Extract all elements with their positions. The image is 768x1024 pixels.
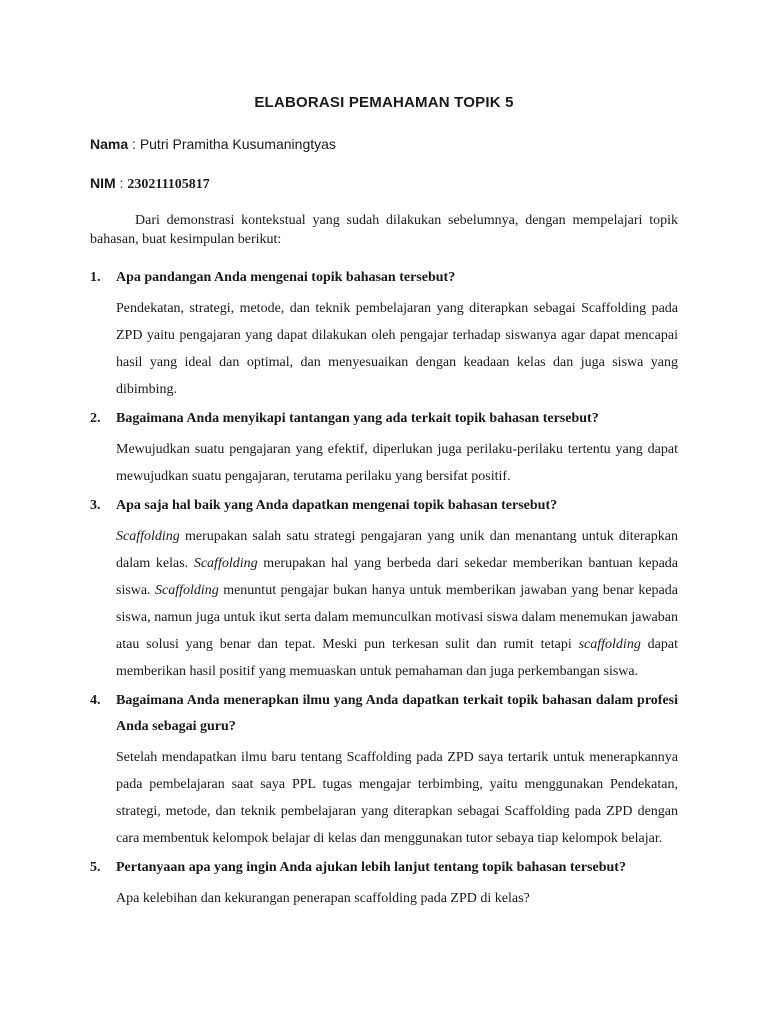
question-text: Pertanyaan apa yang ingin Anda ajukan lebih lanjut tentang topik bahasan tersebut? xyxy=(116,860,626,875)
answer-segment: merupakan hal yang berbeda dari sekedar memberikan bantuan kepada siswa. xyxy=(116,556,678,598)
answer-italic-term: Scaffolding xyxy=(155,583,219,598)
name-value: Putri Pramitha Kusumaningtyas xyxy=(139,136,336,152)
question-text: Bagaimana Anda menerapkan ilmu yang Anda dapatkan terkait topik bahasan dalam profesi Anda sebagai guru? xyxy=(116,693,678,734)
question-item-2 xyxy=(90,406,678,490)
question-number: 5. xyxy=(90,860,101,875)
answer-segment: dapat memberikan hasil positif yang memuaskan untuk pemahaman dan juga perkembangan siswa. xyxy=(116,637,678,679)
answer-italic-term: scaffolding xyxy=(578,637,641,652)
nim-label: NIM xyxy=(90,175,116,191)
question-number: 4. xyxy=(90,693,101,708)
nim-separator: : xyxy=(115,175,128,191)
intro-paragraph: Dari demonstrasi kontekstual yang sudah dilakukan sebelumnya, dengan mempelajari topik bahasan, buat kesimpulan berikut: xyxy=(90,213,678,247)
answer-text: Apa kelebihan dan kekurangan penerapan scaffolding pada ZPD di kelas? xyxy=(116,891,530,906)
answer-text xyxy=(116,523,678,685)
question-item-3 xyxy=(90,493,678,685)
answer-text: Mewujudkan suatu pengajaran yang efektif, diperlukan juga perilaku-perilaku tertentu yang dapat mewujudkan suatu pengajaran, terutama perilaku yang bersifat positif. xyxy=(116,442,678,484)
name-separator: : xyxy=(128,136,140,152)
answer-text: Setelah mendapatkan ilmu baru tentang Scaffolding pada ZPD saya tertarik untuk menerapkannya pada pembelajaran saat saya PPL tugas mengajar terbimbing, yaitu menggunakan Pendekatan, strategi, metode, dan teknik pembelajaran yang diterapkan sebagai Scaffolding pada ZPD dengan cara membentuk kelompok belajar di kelas dan menggunakan tutor sebaya tiap kelompok belajar. xyxy=(116,750,678,846)
answer-segment: menuntut pengajar bukan hanya untuk memberikan jawaban yang benar kepada siswa, namun juga untuk ikut serta dalam memunculkan motivasi siswa dalam menemukan jawaban atau solusi yang benar dan tepat. Meski pun terkesan sulit dan rumit tetapi xyxy=(116,583,678,652)
answer-italic-term: Scaffolding xyxy=(193,556,258,571)
answer-text: Pendekatan, strategi, metode, dan teknik pembelajaran yang diterapkan sebagai Scaffolding pada ZPD yaitu pengajaran yang dapat dilakukan oleh pengajar terhadap siswanya agar dapat mencapai hasil yang ideal dan optimal, dan menyesuaikan dengan keadaan kelas dan juga siswa yang dibimbing. xyxy=(116,301,678,397)
question-text: Bagaimana Anda menyikapi tantangan yang ada terkait topik bahasan tersebut? xyxy=(116,411,599,426)
question-text: Apa pandangan Anda mengenai topik bahasan tersebut? xyxy=(116,270,456,285)
answer-segment: merupakan salah satu strategi pengajaran yang unik dan menantang untuk diterapkan dalam kelas. xyxy=(116,529,678,571)
question-item-5 xyxy=(90,855,678,912)
document-title: ELABORASI PEMAHAMAN TOPIK 5 xyxy=(254,94,514,111)
name-label: Nama xyxy=(90,136,129,152)
question-text: Apa saja hal baik yang Anda dapatkan mengenai topik bahasan tersebut? xyxy=(116,498,558,513)
answer-italic-term: Scaffolding xyxy=(116,529,180,544)
question-number: 1. xyxy=(90,270,101,285)
nim-field xyxy=(90,175,210,193)
question-number: 3. xyxy=(90,498,101,513)
name-field xyxy=(90,136,336,152)
question-item-1 xyxy=(90,265,678,403)
question-item-4 xyxy=(90,688,678,852)
question-list xyxy=(90,265,678,912)
question-number: 2. xyxy=(90,411,101,426)
nim-value: 230211105817 xyxy=(127,177,210,192)
